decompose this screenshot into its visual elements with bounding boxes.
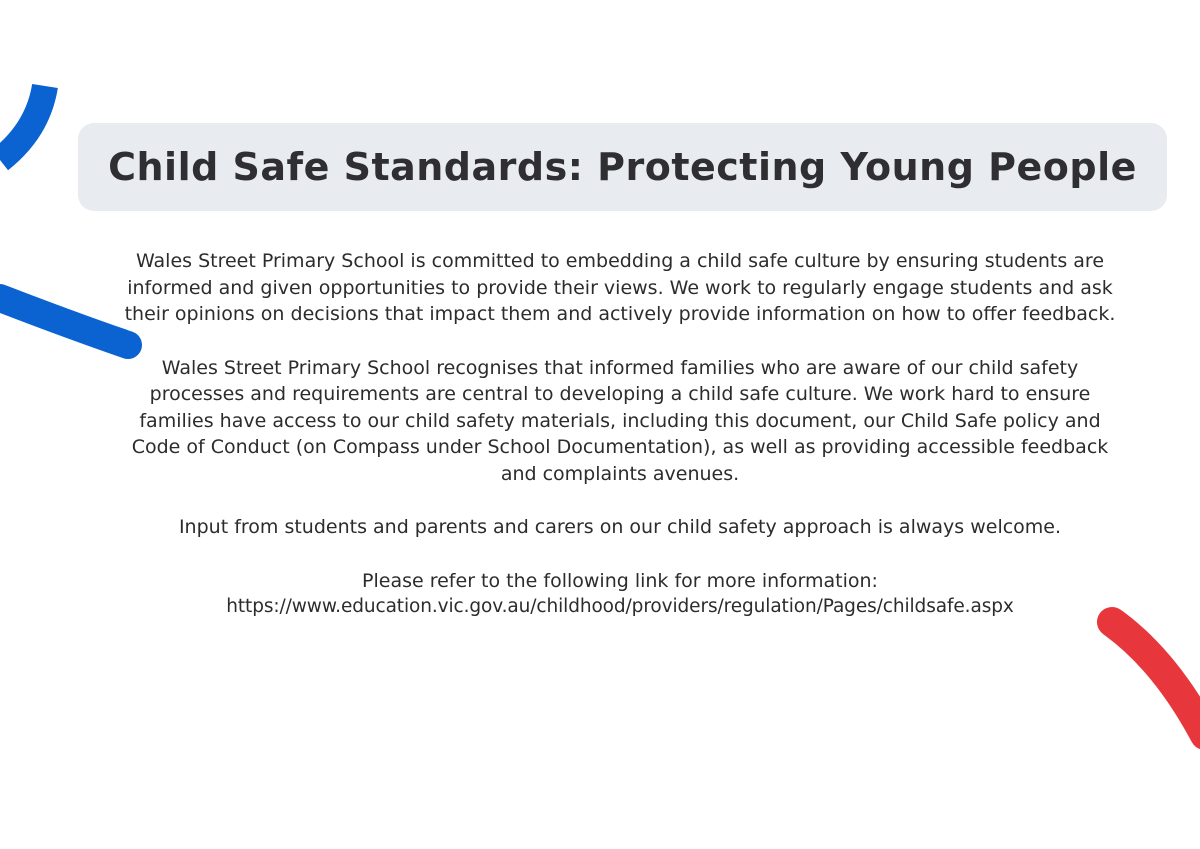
page-title: Child Safe Standards: Protecting Young People — [108, 145, 1137, 189]
paragraph-input-welcome: Input from students and parents and carers on our child safety approach is always welcome. — [178, 516, 1062, 538]
blue-curve-middle — [0, 298, 128, 345]
link-intro: Please refer to the following link for more information: — [362, 569, 878, 592]
paragraph-families: Wales Street Primary School recognises that informed families who are aware of our child safety processes and requirements are central to developing a child safe culture. We work hard to ensure families have access to our child safety materials, including this document, our Child Safe policy and Code of Conduct (on Compass under School Documentation), as well as providing accessible feedback and complaints avenues. — [131, 356, 1109, 485]
paragraph-student-voice: Wales Street Primary School is committed to embedding a child safe culture by ensuring students are informed and given opportunities to provide their views. We work to regularly engage students and ask their opinions on decisions that impact them and actively provide information on how to offer feedback. — [124, 250, 1116, 325]
blue-curve-top — [0, 86, 45, 160]
title-banner — [78, 123, 1167, 211]
body-content — [120, 248, 1120, 621]
red-curve — [1112, 622, 1200, 735]
link-paragraph — [120, 568, 1120, 621]
info-link[interactable]: https://www.education.vic.gov.au/childhood/providers/regulation/Pages/childsafe.aspx — [226, 596, 1014, 617]
